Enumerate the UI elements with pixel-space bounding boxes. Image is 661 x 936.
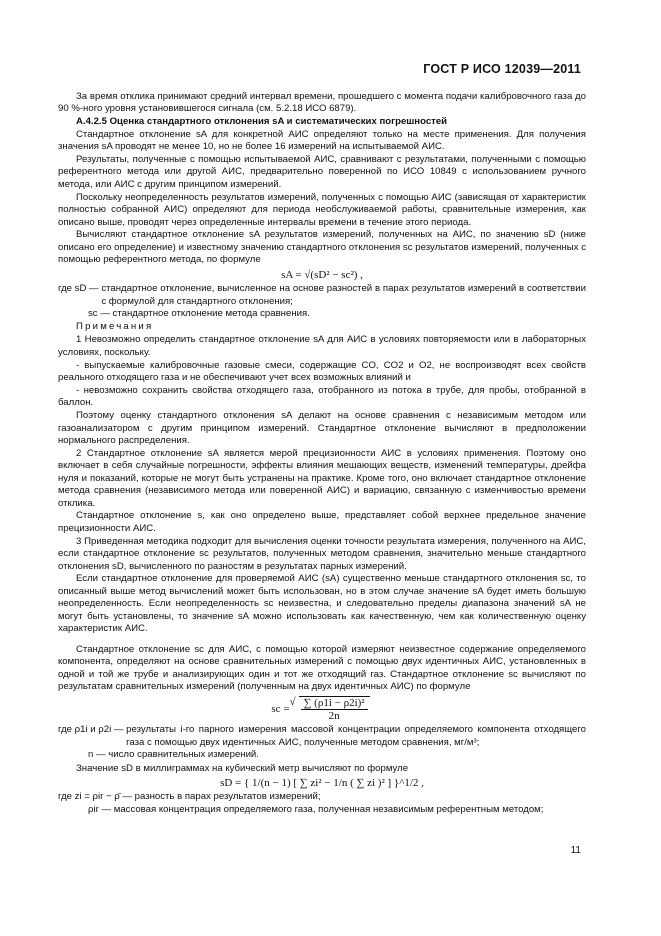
paragraph: За время отклика принимают средний интервал времени, прошедшего с момента подачи калибровочного газа до 90 %-ного уровня установившегося сигнала (см. 5.2.18 ИСО 6879). [58,91,586,115]
definition-symbol: где zi = ρir − ρ̄ — [58,791,132,803]
definition [58,283,586,308]
formula-lhs: sc = [271,702,290,715]
paragraph: Значение sD в миллиграммах на кубический метр вычисляют по формуле [76,762,409,774]
page-body [58,91,586,817]
notes-title: Примечания [76,321,154,333]
section-heading: А.4.2.5 Оценка стандартного отклонения sA и систематических погрешностей [76,116,448,128]
radical-icon: √ [289,695,296,708]
definitions-list [58,791,586,816]
document-header: ГОСТ Р ИСО 12039—2011 [423,62,581,76]
fraction [299,696,370,723]
note-item: 2 Стандартное отклонение sA является мерой прецизионности АИС в условиях применения. Поэтому оно включает в себя случайные погрешности, эффекты влияния мешающих веществ, изменений температуры, дрейфа нуля и показаний, которые не могут быть устранены на практике. Кроме того, оно включает стандартное отклонение метода сравнения (независимого метода или поверенной АИС) и вариацию, связанную с изменчивостью времени отклика. [58,447,586,509]
note-item: 3 Приведенная методика подходит для вычисления оценки точности результата измерения, полученного на АИС, если стандартное отклонение sc результатов, полученных методом сравнения, значительно меньше стандартного отклонения sD, вычисленного по разностям в результатах парных измерений. [58,535,586,572]
note-item: - выпускаемые калибровочные газовые смеси, содержащие CO, CO2 и O2, не воспроизводят всех свойств реального отходящего газа и не обеспечивают учет всех возможных влияний и [58,359,586,383]
definition-symbol: n — [88,749,106,761]
definition-text: стандартное отклонение, вычисленное на основе разностей в парах результатов измерений в соответствии с формулой для стандартного отклонения; [101,283,586,307]
formula-sc [58,696,586,723]
definition [58,724,586,749]
definition-text: разность в парах результатов измерений; [134,791,321,803]
formula-sa: sA = √(sD² − sc²) , [281,268,363,281]
paragraph: Поскольку неопределенность результатов измерений, полученных с помощью АИС (зависящая от характеристик полностью собранной АИС) определяют для периода необслуживаемой работы, сравнительные измерения, как описано выше, проводят через определенные интервалы времени в течение этого периода. [58,191,586,228]
fraction-numerator: ∑ (ρ1i − ρ2i)² [301,697,368,710]
paragraph: Вычисляют стандартное отклонение sA результатов измерений, полученных на АИС, по значению sD (ниже описано его определение) и известному значению стандартного отклонения sc результатов измерений, полученных с помощью референтного метода, по формуле [58,229,586,266]
paragraph: Стандартное отклонение sA для конкретной АИС определяют только на месте применения. Для получения значения sA проводят не менее 10, но не более 16 измерений на испытываемой АИС. [58,128,586,153]
note-item: Стандартное отклонение s, как оно определено выше, представляет собой верхнее предельное значение прецизионности АИС. [58,510,586,534]
definition-symbol: где sD — [58,283,99,295]
definition-symbol: где ρ1i и ρ2i — [58,724,124,736]
definition-text: результаты i-го парного измерения массовой концентрации определяемого компонента отходящего газа с помощью двух идентичных АИС, полученные методом сравнения, мг/м³; [126,724,586,748]
definition-text: стандартное отклонение метода сравнения. [112,307,310,319]
definitions-list [58,724,586,761]
definition-text: число сравнительных измерений. [108,749,259,761]
definition-symbol: sc — [88,307,110,319]
definition [58,791,586,803]
note-item: Если стандартное отклонение для проверяемой АИС (sA) существенно меньше стандартного отклонения sc, то описанный выше метод вычислений может быть использован, но в этом случае значение sA будет иметь большую неопределенность. Если неопределенность sc неизвестна, и следовательно пределы диапазона значений sA не могут быть установлены, то значение sA можно использовать как качественную, чем как количественную оценку характеристик АИС. [58,573,586,635]
note-item: - невозможно сохранить свойства отходящего газа, отобранного из потока в трубе, для пробы, отобранной в баллон. [58,384,586,409]
fraction-denominator: 2n [328,710,340,722]
definitions-list [58,283,586,320]
definition [58,749,586,761]
paragraph: Результаты, полученные с помощью испытываемой АИС, сравнивают с результатами, полученными с помощью референтного метода или другой АИС, предварительно поверенной по ИСО 10849 с использованием ручного метода, или АИС с другим принципом измерений. [58,154,586,190]
definition [58,804,586,816]
paragraph: Стандартное отклонение sc для АИС, с помощью которой измеряют неизвестное содержание определяемого компонента, определяют на основе сравнительных измерений с помощью двух идентичных АИС, установленных в одной и той же трубе и анализирующих один и тот же отходящий газ. Стандартное отклонение sc вычисляют по результатам сравнительных измерений (полученным на двух идентичных АИС) по формуле [58,643,586,693]
definition-symbol: ρir — [88,803,112,815]
note-item: 1 Невозможно определить стандартное отклонение sA для АИС в условиях повторяемости или в лабораторных условиях, поскольку. [58,334,586,358]
page-number: 11 [570,845,581,856]
definition [58,308,586,320]
sqrt-sign [290,696,373,723]
definition-text: массовая концентрация определяемого газа, полученная независимым референтным методом; [113,803,544,815]
formula-sd: sD = { 1/(n − 1) [ ∑ zi² − 1/n ( ∑ zi )² ] }^1/2 , [220,777,424,790]
note-item: Поэтому оценку стандартного отклонения sA делают на основе сравнения с независимым методом или газоанализатором с другим принципом измерений. Стандартное отклонение вычисляют в предположении нормального распределения. [58,410,586,446]
